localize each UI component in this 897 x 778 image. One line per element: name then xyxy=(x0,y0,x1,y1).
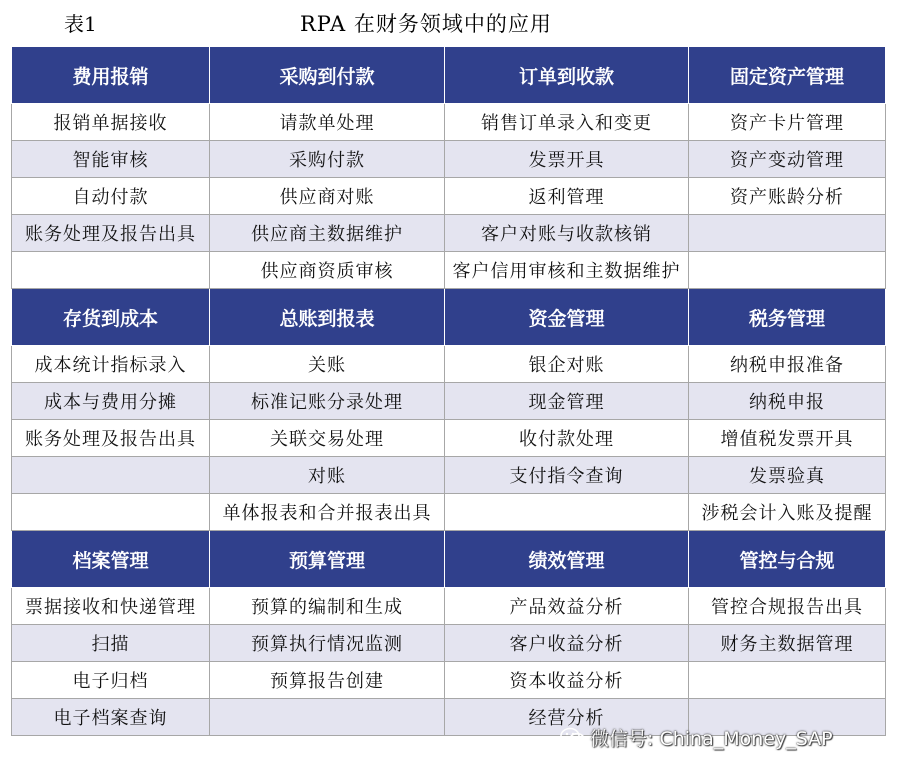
table-cell: 财务主数据管理 xyxy=(689,625,886,662)
table-row xyxy=(12,104,886,141)
table-cell xyxy=(12,494,210,531)
section-header-row xyxy=(12,289,886,346)
table-cell: 销售订单录入和变更 xyxy=(445,104,689,141)
table-title: RPA 在财务领域中的应用 xyxy=(300,12,552,36)
table-cell: 发票验真 xyxy=(689,457,886,494)
table-cell: 成本与费用分摊 xyxy=(12,383,210,420)
section-header-cell: 固定资产管理 xyxy=(689,47,886,104)
table-cell: 预算报告创建 xyxy=(210,662,445,699)
table-row xyxy=(12,346,886,383)
table-row xyxy=(12,178,886,215)
table-cell: 客户信用审核和主数据维护 xyxy=(445,252,689,289)
section-header-cell: 绩效管理 xyxy=(445,531,689,588)
table-cell: 关联交易处理 xyxy=(210,420,445,457)
table-cell: 票据接收和快递管理 xyxy=(12,588,210,625)
table-cell: 银企对账 xyxy=(445,346,689,383)
table-cell: 供应商主数据维护 xyxy=(210,215,445,252)
table-cell: 电子档案查询 xyxy=(12,699,210,736)
table-cell xyxy=(689,662,886,699)
table-cell: 采购付款 xyxy=(210,141,445,178)
section-header-cell: 预算管理 xyxy=(210,531,445,588)
table-cell: 返利管理 xyxy=(445,178,689,215)
table-row xyxy=(12,662,886,699)
section-header-cell: 管控与合规 xyxy=(689,531,886,588)
section-header-cell: 采购到付款 xyxy=(210,47,445,104)
table-row xyxy=(12,457,886,494)
table-cell: 纳税申报 xyxy=(689,383,886,420)
section-header-cell: 档案管理 xyxy=(12,531,210,588)
watermark-text: 微信号: China_Money_SAP xyxy=(590,728,833,750)
table-cell: 扫描 xyxy=(12,625,210,662)
section-header-cell: 存货到成本 xyxy=(12,289,210,346)
table-row xyxy=(12,625,886,662)
table-cell: 预算执行情况监测 xyxy=(210,625,445,662)
watermark xyxy=(560,724,833,751)
table-row xyxy=(12,383,886,420)
table-cell xyxy=(445,494,689,531)
table-cell: 供应商对账 xyxy=(210,178,445,215)
table-cell: 对账 xyxy=(210,457,445,494)
table-cell: 供应商资质审核 xyxy=(210,252,445,289)
table-cell: 请款单处理 xyxy=(210,104,445,141)
table-cell: 预算的编制和生成 xyxy=(210,588,445,625)
table-cell: 涉税会计入账及提醒 xyxy=(689,494,886,531)
table-cell: 现金管理 xyxy=(445,383,689,420)
table-row xyxy=(12,420,886,457)
table-cell: 客户收益分析 xyxy=(445,625,689,662)
table-cell: 成本统计指标录入 xyxy=(12,346,210,383)
table-cell xyxy=(12,457,210,494)
table-row xyxy=(12,141,886,178)
section-header-row xyxy=(12,531,886,588)
table-cell: 账务处理及报告出具 xyxy=(12,215,210,252)
table-cell: 发票开具 xyxy=(445,141,689,178)
section-header-cell: 总账到报表 xyxy=(210,289,445,346)
table-cell: 管控合规报告出具 xyxy=(689,588,886,625)
table-cell: 经营分析 xyxy=(445,699,689,736)
table-cell: 产品效益分析 xyxy=(445,588,689,625)
section-header-cell: 费用报销 xyxy=(12,47,210,104)
table-cell: 资产账龄分析 xyxy=(689,178,886,215)
section-header-cell: 订单到收款 xyxy=(445,47,689,104)
table-cell: 账务处理及报告出具 xyxy=(12,420,210,457)
table-cell: 资产变动管理 xyxy=(689,141,886,178)
table-cell xyxy=(210,699,445,736)
table-cell: 电子归档 xyxy=(12,662,210,699)
table-label: 表1 xyxy=(64,12,97,36)
table-cell: 增值税发票开具 xyxy=(689,420,886,457)
table-row xyxy=(12,252,886,289)
table-row xyxy=(12,494,886,531)
rpa-finance-table xyxy=(11,46,886,736)
table-cell: 标准记账分录处理 xyxy=(210,383,445,420)
table-cell xyxy=(12,252,210,289)
table-cell: 资产卡片管理 xyxy=(689,104,886,141)
table-row xyxy=(12,215,886,252)
table-cell: 客户对账与收款核销 xyxy=(445,215,689,252)
table-cell: 关账 xyxy=(210,346,445,383)
section-header-cell: 资金管理 xyxy=(445,289,689,346)
table-cell: 自动付款 xyxy=(12,178,210,215)
table-cell xyxy=(689,215,886,252)
table-cell: 报销单据接收 xyxy=(12,104,210,141)
table-cell: 收付款处理 xyxy=(445,420,689,457)
table-cell: 纳税申报准备 xyxy=(689,346,886,383)
table-cell: 智能审核 xyxy=(12,141,210,178)
section-header-row xyxy=(12,47,886,104)
table-cell: 资本收益分析 xyxy=(445,662,689,699)
table-row xyxy=(12,588,886,625)
table-cell xyxy=(689,252,886,289)
table-cell: 支付指令查询 xyxy=(445,457,689,494)
wechat-icon xyxy=(560,727,586,749)
table-cell: 单体报表和合并报表出具 xyxy=(210,494,445,531)
section-header-cell: 税务管理 xyxy=(689,289,886,346)
